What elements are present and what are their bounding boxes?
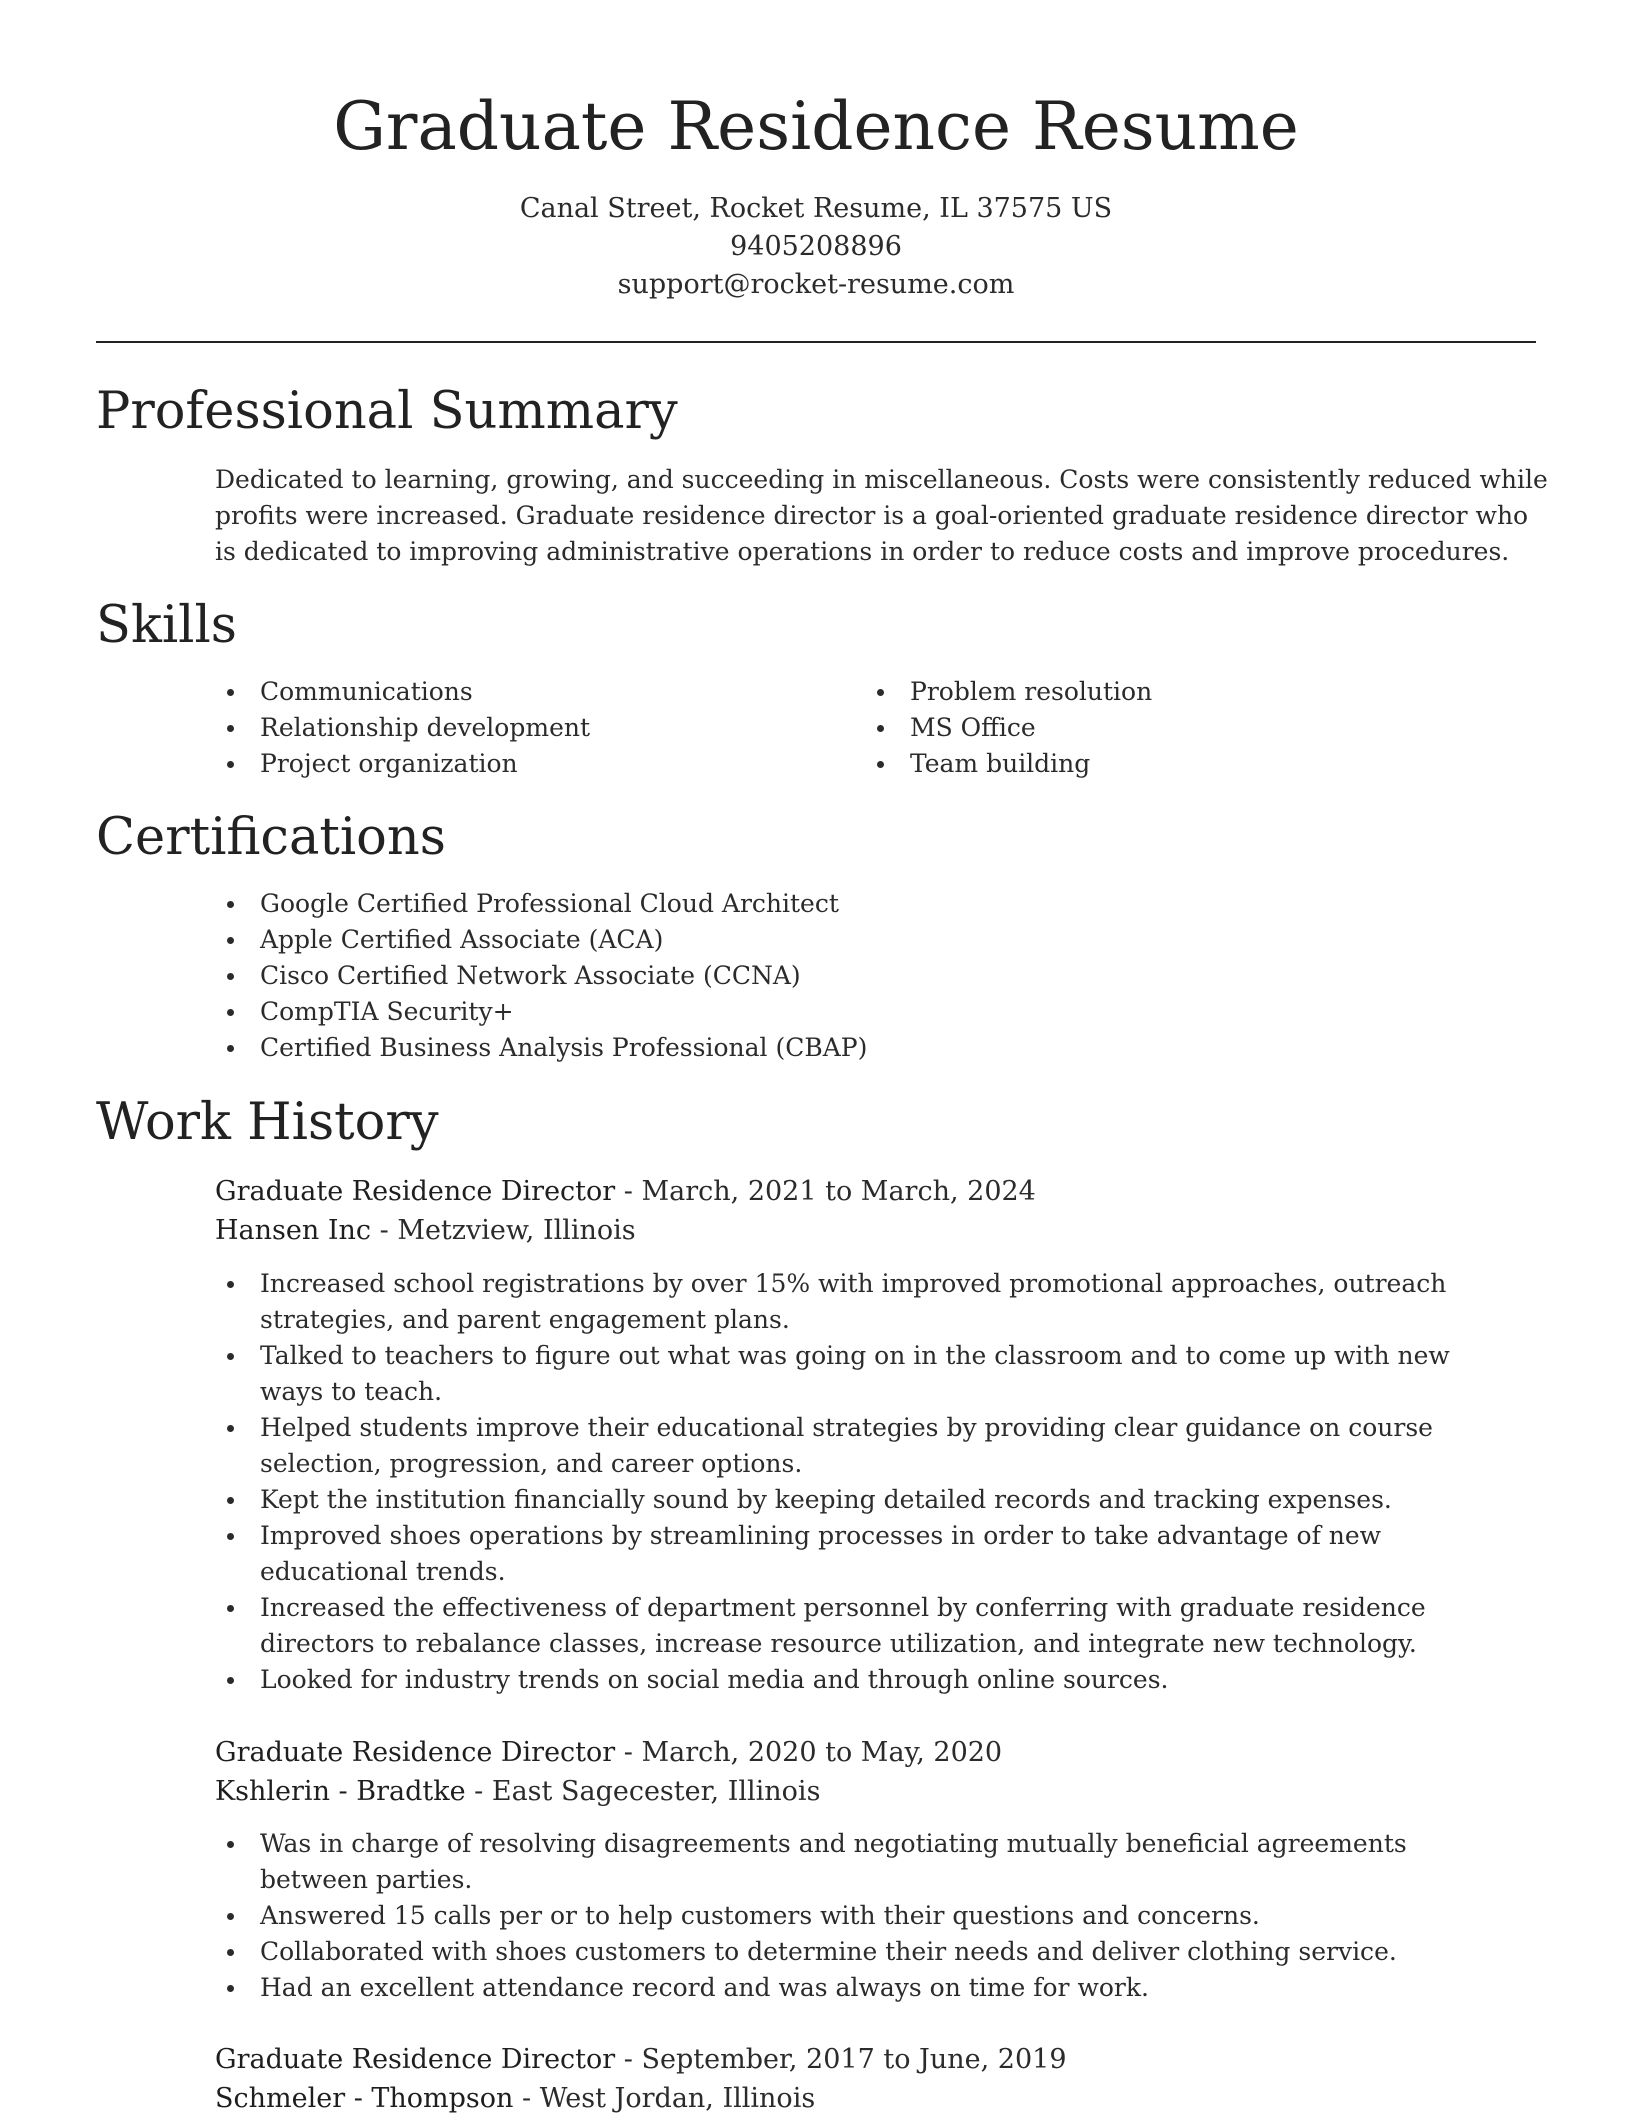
job-dates: March, 2021 to March, 2024 [641, 1176, 1036, 1207]
job-bullets [215, 1266, 1515, 1698]
job-location: West Jordan, Illinois [539, 2083, 816, 2114]
skills-heading: Skills [96, 596, 237, 655]
job-separator: - [465, 1776, 492, 1807]
job-bullet: Collaborated with shoes customers to determine their needs and deliver clothing service. [215, 1934, 1515, 1970]
skill-item: Relationship development [215, 710, 815, 746]
job-title-line [215, 1733, 1002, 1772]
job-title: Graduate Residence Director [215, 2044, 616, 2075]
contact-phone: 9405208896 [730, 231, 902, 262]
job-separator: - [615, 1176, 642, 1207]
skill-item: Team building [865, 746, 1465, 782]
job-company-line [215, 2079, 815, 2118]
job-dates: September, 2017 to June, 2019 [641, 2044, 1067, 2075]
job-title: Graduate Residence Director [215, 1737, 616, 1768]
job-bullet: Talked to teachers to figure out what was going on in the classroom and to come up with new ways to teach. [215, 1338, 1515, 1410]
job-title: Graduate Residence Director [215, 1176, 616, 1207]
skill-item: Communications [215, 674, 815, 710]
contact-block [0, 190, 1632, 304]
job-separator: - [615, 2044, 642, 2075]
contact-email: support@rocket-resume.com [617, 269, 1015, 300]
job-bullet: Increased the effectiveness of department personnel by conferring with graduate residence directors to rebalance classes, increase resource utilization, and integrate new technology. [215, 1590, 1515, 1662]
skills-list-right [865, 674, 1465, 782]
skill-item: Project organization [215, 746, 815, 782]
certification-item: Cisco Certified Network Associate (CCNA) [215, 958, 1515, 994]
job-dates: March, 2020 to May, 2020 [641, 1737, 1003, 1768]
certification-item: Google Certified Professional Cloud Architect [215, 886, 1515, 922]
certification-item: CompTIA Security+ [215, 994, 1515, 1030]
header-divider [96, 341, 1536, 343]
job-separator: - [615, 1737, 642, 1768]
job-bullet: Helped students improve their educational strategies by providing clear guidance on course selection, progression, and career options. [215, 1410, 1515, 1482]
job-location: East Sagecester, Illinois [491, 1776, 821, 1807]
job-title-line [215, 1172, 1036, 1211]
job-separator: - [513, 2083, 540, 2114]
job-title-line [215, 2040, 1067, 2079]
certification-item: Apple Certified Associate (ACA) [215, 922, 1515, 958]
certifications-list [215, 886, 1515, 1066]
job-location: Metzview, Illinois [397, 1215, 636, 1246]
skill-item: MS Office [865, 710, 1465, 746]
job-company-line [215, 1211, 636, 1250]
certification-item: Certified Business Analysis Professional (CBAP) [215, 1030, 1515, 1066]
contact-address: Canal Street, Rocket Resume, IL 37575 US [519, 193, 1113, 224]
job-bullet: Answered 15 calls per or to help customers with their questions and concerns. [215, 1898, 1515, 1934]
job-bullets [215, 1826, 1515, 2006]
job-company: Kshlerin - Bradtke [215, 1776, 466, 1807]
job-company: Schmeler - Thompson [215, 2083, 514, 2114]
certifications-heading: Certifications [96, 808, 446, 867]
skill-item: Problem resolution [865, 674, 1465, 710]
job-separator: - [371, 1215, 398, 1246]
job-bullet: Looked for industry trends on social media and through online sources. [215, 1662, 1515, 1698]
job-bullet: Kept the institution financially sound by keeping detailed records and tracking expenses. [215, 1482, 1515, 1518]
summary-heading: Professional Summary [96, 382, 678, 441]
job-bullet: Was in charge of resolving disagreements and negotiating mutually beneficial agreements between parties. [215, 1826, 1515, 1898]
job-bullet: Improved shoes operations by streamlining processes in order to take advantage of new educational trends. [215, 1518, 1515, 1590]
skills-list-left [215, 674, 815, 782]
summary-text: Dedicated to learning, growing, and succeeding in miscellaneous. Costs were consistently reduced while profits were increased. Graduate residence director is a goal-oriented graduate residence director who is dedicated to improving administrative operations in order to reduce costs and improve procedures. [215, 465, 1548, 566]
job-company: Hansen Inc [215, 1215, 372, 1246]
job-company-line [215, 1772, 820, 1811]
work-history-heading: Work History [96, 1093, 439, 1152]
resume-title: Graduate Residence Resume [333, 88, 1299, 165]
job-bullet: Increased school registrations by over 15% with improved promotional approaches, outreach strategies, and parent engagement plans. [215, 1266, 1515, 1338]
job-bullet: Had an excellent attendance record and was always on time for work. [215, 1970, 1515, 2006]
